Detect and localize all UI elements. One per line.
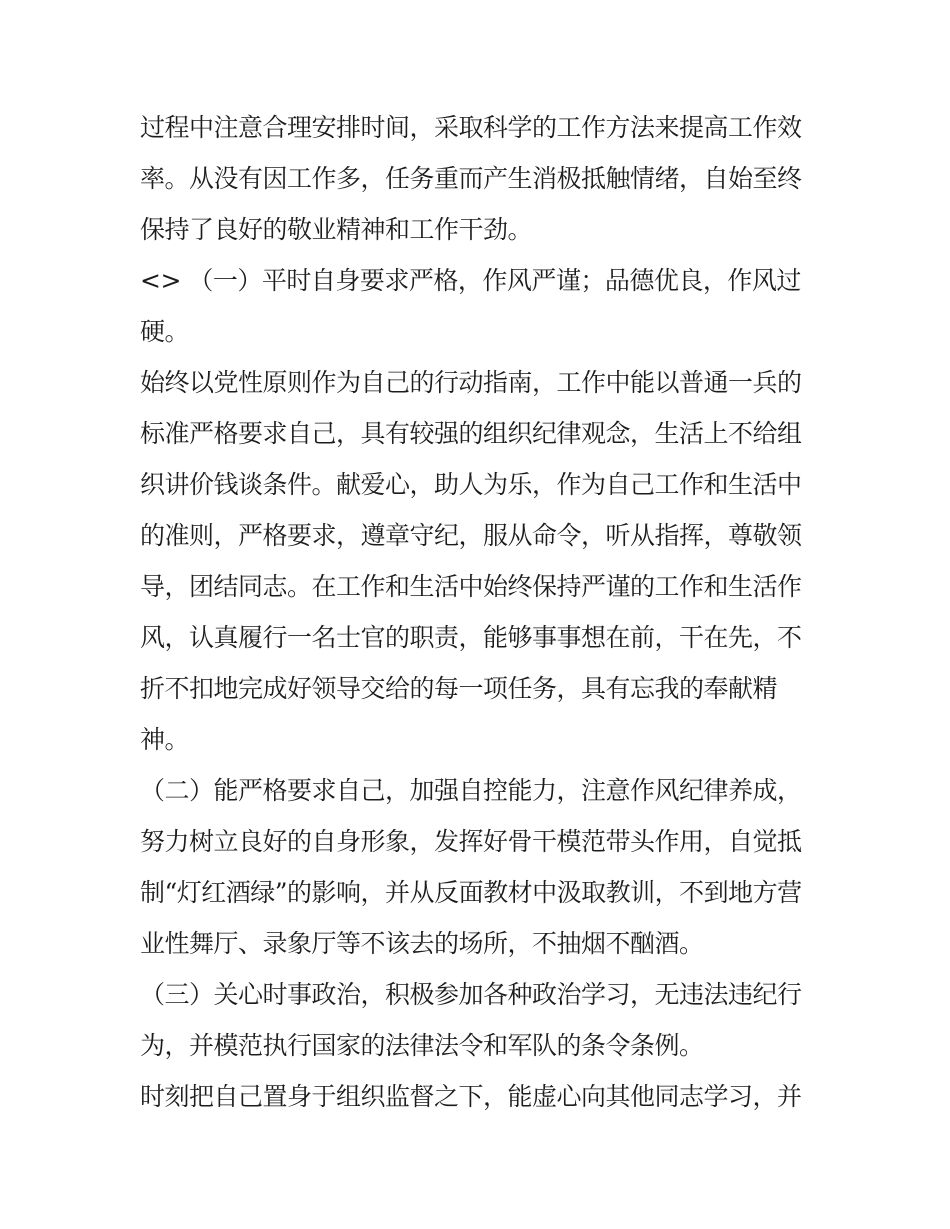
text-line: （二）能严格要求自己，加强自控能力，注意作风纪律养成， bbox=[140, 776, 802, 805]
paragraph bbox=[140, 969, 830, 1071]
paragraph bbox=[140, 255, 830, 357]
text-line: 折不扣地完成好领导交给的每一项任务，具有忘我的奉献精 bbox=[140, 674, 778, 703]
text-line: 业性舞厅、录象厅等不该去的场所，不抽烟不酗酒。 bbox=[140, 929, 704, 958]
text-line: 织讲价钱谈条件。献爱心，助人为乐，作为自己工作和生活中 bbox=[140, 470, 802, 499]
document-body bbox=[140, 102, 830, 1122]
text-line: 神。 bbox=[140, 725, 190, 754]
text-line: 过程中注意合理安排时间，采取科学的工作方法来提高工作效 bbox=[140, 113, 802, 142]
paragraph bbox=[140, 765, 830, 969]
paragraph bbox=[140, 1071, 830, 1122]
text-line: （三）关心时事政治，积极参加各种政治学习，无违法违纪行 bbox=[140, 980, 802, 1009]
text-line: 制“灯红酒绿”的影响，并从反面教材中汲取教训，不到地方营 bbox=[140, 878, 802, 907]
text-line: 为，并模范执行国家的法律法令和军队的条令条例。 bbox=[140, 1031, 704, 1060]
text-line: <> （一）平时自身要求严格，作风严谨；品德优良，作风过 bbox=[140, 266, 801, 295]
text-line: 时刻把自己置身于组织监督之下，能虚心向其他同志学习，并 bbox=[140, 1082, 802, 1111]
text-line: 率。从没有因工作多，任务重而产生消极抵触情绪，自始至终 bbox=[140, 164, 802, 193]
paragraph bbox=[140, 357, 830, 765]
paragraph bbox=[140, 102, 830, 255]
text-line: 导，团结同志。在工作和生活中始终保持严谨的工作和生活作 bbox=[140, 572, 802, 601]
text-line: 始终以党性原则作为自己的行动指南，工作中能以普通一兵的 bbox=[140, 368, 802, 397]
text-line: 努力树立良好的自身形象，发挥好骨干模范带头作用，自觉抵 bbox=[140, 827, 802, 856]
text-line: 硬。 bbox=[140, 317, 190, 346]
text-line: 的准则，严格要求，遵章守纪，服从命令，听从指挥，尊敬领 bbox=[140, 521, 802, 550]
text-line: 保持了良好的敬业精神和工作干劲。 bbox=[140, 215, 533, 244]
text-line: 风，认真履行一名士官的职责，能够事事想在前，干在先，不 bbox=[140, 623, 802, 652]
text-line: 标准严格要求自己，具有较强的组织纪律观念，生活上不给组 bbox=[140, 419, 802, 448]
